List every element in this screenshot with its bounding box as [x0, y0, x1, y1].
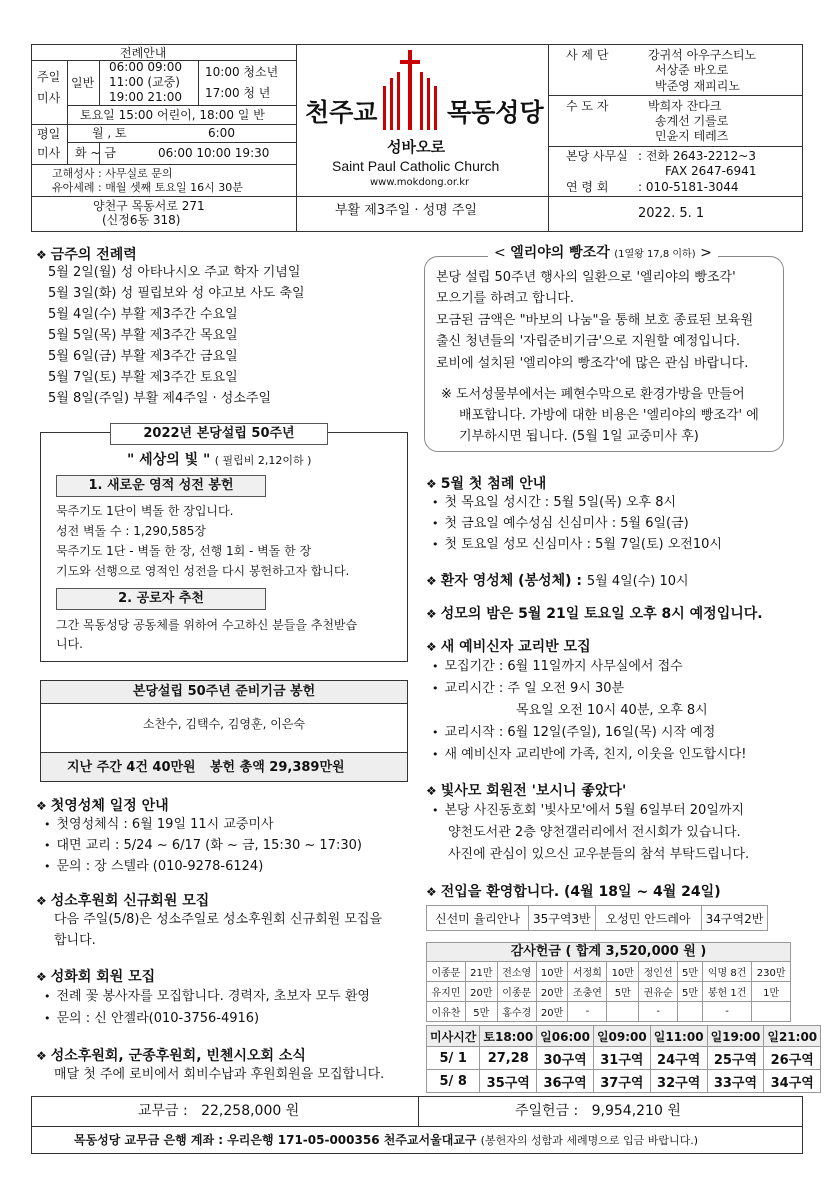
- elijah-line: 출신 청년들의 '자립준비기금'으로 지원할 예정입니다.: [436, 334, 741, 349]
- table-cell: 이유찬: [427, 1002, 466, 1022]
- fund-title: 본당설립 50주년 준비기금 봉헌: [41, 681, 407, 704]
- table-cell: 20만: [465, 982, 497, 1002]
- priest-2: 서상준 바오로: [655, 63, 729, 77]
- table-cell: 31구역: [593, 1047, 650, 1070]
- table-cell: 21만: [465, 962, 497, 982]
- table-row: [427, 1002, 791, 1022]
- divider: [548, 95, 803, 96]
- address-line-2: (신정6동 318): [102, 213, 181, 227]
- table-cell: 32구역: [650, 1070, 707, 1093]
- sunday-label: 주일: [37, 70, 61, 84]
- support-line: 매달 첫 주에 로비에서 회비수납과 후원회원을 모집합니다.: [54, 1067, 385, 1082]
- elijah-note: ※ 도서성물부에서는 폐현수막으로 환경가방을 만들어: [441, 387, 745, 402]
- anniversary-sub2: 2. 공로자 추천: [56, 588, 266, 610]
- table-header-cell: 미사시간: [427, 1026, 480, 1047]
- confession-info: 고해성사 : 사무실로 문의: [52, 167, 173, 180]
- photo-line: 사진에 관심이 있으신 교우분들의 참석 부탁드립니다.: [448, 847, 750, 862]
- table-cell: 홍수경: [497, 1002, 536, 1022]
- table-cell: 34구역2반: [701, 906, 768, 931]
- table-row: [427, 1047, 821, 1070]
- divider: [67, 60, 68, 164]
- table-cell: 권유순: [639, 982, 678, 1002]
- first-fri-item: • 첫 금요일 예수성심 신심미사 : 5월 6일(금): [432, 514, 689, 534]
- flower-heading: ❖ 성화회 회원 모집: [36, 969, 156, 985]
- table-row: [427, 962, 791, 982]
- divider: [67, 105, 296, 106]
- weekday-mass-label: 미사: [37, 146, 61, 160]
- church-name-right: 목동성당: [447, 98, 544, 127]
- vocation-heading: ❖ 성소후원회 신규회원 모집: [36, 893, 210, 909]
- nun-3: 민윤지 테레즈: [655, 129, 729, 143]
- infant-baptism-info: 유아세례 : 매월 셋째 토요일 16시 30분: [52, 181, 243, 194]
- first-communion-item: • 대면 교리 : 5/24 ~ 6/17 (화 ~ 금, 15:30 ~ 17:30): [44, 836, 362, 856]
- elijah-note: 기부하시면 됩니다. (5월 1일 교중미사 후): [459, 429, 699, 444]
- table-header-row: [427, 1026, 821, 1047]
- photo-heading: ❖ 빛사모 회원전 '보시니 좋았다': [426, 783, 627, 799]
- young-adult-time: 17:00 청 년: [205, 86, 271, 100]
- first-communion-item: • 첫영성체식 : 6월 19일 11시 교중미사: [44, 815, 274, 835]
- table-cell: 10만: [536, 962, 568, 982]
- sub1-line: 묵주기도 1단이 벽돌 한 장입니다.: [56, 504, 234, 518]
- anniversary-motto: " 세상의 빛 " ( 필립비 2,12이하 ): [127, 452, 312, 468]
- table-cell: 10만: [607, 962, 639, 982]
- catechumen-item: 목요일 오전 10시 40분, 오후 8시: [516, 703, 708, 718]
- divider: [31, 124, 296, 125]
- weekday-row2-times: 06:00 10:00 19:30: [158, 146, 270, 160]
- table-cell: 서정희: [568, 962, 607, 982]
- anniversary-title: 2022년 본당설립 50주년: [110, 423, 328, 445]
- general-label: 일반: [71, 76, 95, 90]
- table-cell: 24구역: [650, 1047, 707, 1070]
- divider: [548, 44, 549, 232]
- vocation-line: 다음 주일(5/8)은 성소주일로 성소후원회 신규회원 모집을: [54, 912, 383, 927]
- table-row: [427, 906, 768, 931]
- table-cell: 34구역: [764, 1070, 821, 1093]
- catechumen-heading: ❖ 새 예비신자 교리반 모집: [426, 639, 591, 655]
- address-line-1: 양천구 목동서로 271: [93, 199, 205, 213]
- nuns-label: 수 도 자: [566, 99, 609, 113]
- table-cell: 33구역: [707, 1070, 764, 1093]
- church-logo-icon: [380, 50, 440, 135]
- sub1-line: 묵주기도 1단 - 벽돌 한 장, 선행 1회 - 벽돌 한 장: [56, 544, 312, 558]
- table-cell: 5만: [678, 962, 703, 982]
- table-cell: -: [568, 1002, 607, 1022]
- table-header-cell: 일19:00: [707, 1026, 764, 1047]
- liturgy-week: 부활 제3주일 · 성명 주일: [335, 203, 477, 218]
- nun-1: 박희자 잔다크: [648, 99, 722, 113]
- priest-3: 박준영 재피리노: [655, 79, 740, 93]
- table-cell: -: [702, 1002, 751, 1022]
- first-fri-heading: ❖ 5월 첫 첨례 안내: [426, 476, 547, 492]
- nun-2: 송계선 기를로: [655, 114, 729, 128]
- table-cell: 26구역: [764, 1047, 821, 1070]
- catechumen-item: • 교리시작 : 6월 12일(주일), 16일(목) 시작 예정: [432, 723, 715, 743]
- office-phone: : 전화 2643-2212~3: [638, 149, 756, 163]
- church-url[interactable]: www.mokdong.or.kr: [370, 177, 470, 188]
- table-cell: 37구역: [593, 1070, 650, 1093]
- table-cell: 20만: [536, 982, 568, 1002]
- table-cell: 5/ 1: [427, 1047, 480, 1070]
- table-cell: 봉헌 1건: [702, 982, 751, 1002]
- elijah-note: 배포합니다. 가방에 대한 비용은 '엘리야의 빵조각' 에: [459, 408, 759, 423]
- sub1-line: 기도와 선행으로 영적인 성전을 다시 봉헌하고자 합니다.: [56, 564, 350, 578]
- first-fri-item: • 첫 목요일 성시간 : 5월 5일(목) 오후 8시: [432, 493, 676, 513]
- table-cell: 30구역: [537, 1047, 594, 1070]
- marian-night-heading: ❖ 성모의 밤은 5월 21일 토요일 오후 8시 예정입니다.: [426, 606, 763, 622]
- table-header-cell: 토18:00: [480, 1026, 537, 1047]
- general-time-1: 06:00 09:00: [109, 60, 182, 74]
- table-cell: 230만: [752, 962, 791, 982]
- table-cell: 조충연: [568, 982, 607, 1002]
- weekday-label: 평일: [37, 127, 61, 141]
- divider: [67, 142, 296, 143]
- bank-account: 목동성당 교무금 은행 계좌 : 우리은행 171-05-000356 천주교서울대교구 (봉헌자의 성함과 세례명으로 입금 바랍니다.): [74, 1133, 698, 1147]
- elijah-line: 본당 설립 50주년 행사의 일환으로 '엘리야의 빵조각': [436, 270, 736, 285]
- welcome-table: [426, 905, 768, 931]
- liturgy-heading: ❖ 금주의 전례력: [36, 247, 137, 263]
- general-time-2: 11:00 (교중): [109, 75, 180, 89]
- liturgy-item: 5월 8일(주일) 부활 제4주일 · 성소주일: [48, 391, 272, 406]
- general-time-3: 19:00 21:00: [109, 90, 182, 104]
- elijah-line: 로비에 설치된 '엘리야의 빵조각'에 많은 관심 바랍니다.: [436, 356, 749, 371]
- mass-label: 미사: [37, 91, 61, 105]
- anniversary-sub1: 1. 새로운 영적 성전 봉헌: [56, 475, 266, 497]
- offering-table: [426, 961, 791, 1022]
- elijah-line: 모금된 금액은 "바보의 나눔"을 통해 보호 종료된 보육원: [436, 313, 754, 328]
- church-english-name: Saint Paul Catholic Church: [332, 158, 500, 174]
- weekday-row1-days: 월 , 토: [92, 126, 127, 140]
- saturday-note: 토요일 15:00 어린이, 18:00 일 반: [80, 108, 265, 122]
- mass-schedule-title: 전례안내: [120, 46, 167, 60]
- priests-label: 사 제 단: [566, 48, 609, 62]
- table-row: [427, 1070, 821, 1093]
- table-cell: 35구역3반: [528, 906, 595, 931]
- table-cell: 5만: [607, 982, 639, 1002]
- table-cell: -: [639, 1002, 678, 1022]
- mass-zone-table: [426, 1025, 821, 1093]
- liturgy-item: 5월 7일(토) 부활 제3주간 토요일: [48, 370, 238, 385]
- vocation-line: 합니다.: [54, 933, 96, 948]
- office-label: 본당 사무실: [566, 149, 628, 163]
- table-cell: 익명 8건: [702, 962, 751, 982]
- liturgy-item: 5월 2일(월) 성 아타나시오 주교 학자 기념일: [48, 265, 301, 280]
- table-cell: 5만: [678, 982, 703, 1002]
- divider: [31, 196, 803, 197]
- divider: [31, 1126, 803, 1127]
- table-cell: 5만: [465, 1002, 497, 1022]
- table-cell: 25구역: [707, 1047, 764, 1070]
- contact-label: 연 령 회: [566, 180, 609, 194]
- table-cell: [607, 1002, 639, 1022]
- youth-time: 10:00 청소년: [205, 65, 279, 79]
- table-header-cell: 일11:00: [650, 1026, 707, 1047]
- liturgy-item: 5월 4일(수) 부활 제3주간 수요일: [48, 307, 238, 322]
- photo-line: 양천도서관 2층 양천갤러리에서 전시회가 있습니다.: [448, 825, 741, 840]
- contact-phone: : 010-5181-3044: [638, 180, 739, 194]
- divider: [418, 1096, 419, 1126]
- elijah-line: 모으기를 하려고 합니다.: [436, 291, 574, 306]
- bulletin-date: 2022. 5. 1: [638, 206, 705, 221]
- divider: [296, 44, 297, 232]
- church-subtitle: 성바오로: [387, 138, 445, 156]
- table-header-cell: 일21:00: [764, 1026, 821, 1047]
- table-row: [427, 982, 791, 1002]
- fund-donors: 소찬수, 김택수, 김영훈, 이은숙: [143, 717, 305, 731]
- table-cell: 35구역: [480, 1070, 537, 1093]
- offering-title: 감사헌금 ( 합계 3,520,000 원 ): [426, 942, 791, 962]
- table-cell: 유지민: [427, 982, 466, 1002]
- table-cell: 정인선: [639, 962, 678, 982]
- table-cell: 신선미 율리안나: [427, 906, 529, 931]
- catechumen-item: • 모집기간 : 6월 11일까지 사무실에서 접수: [432, 657, 683, 677]
- sick-heading: ❖ 환자 영성체 (봉성체) : 5월 4일(수) 10시: [426, 573, 689, 589]
- sub2-line: 그간 목동성당 공동체를 위하여 수고하신 분들을 추천받습: [56, 618, 358, 632]
- fund-weekly: 지난 주간 4건 40만원: [67, 760, 196, 775]
- church-name-left: 천주교: [305, 98, 378, 127]
- weekday-row1-time: 6:00: [208, 126, 235, 140]
- table-cell: [752, 1002, 791, 1022]
- sub2-line: 니다.: [56, 637, 83, 651]
- catechumen-item: • 새 예비신자 교리반에 가족, 친지, 이웃을 인도합시다!: [432, 745, 747, 765]
- first-communion-item: • 문의 : 장 스텔라 (010-9278-6124): [44, 857, 263, 877]
- welcome-heading: ❖ 전입을 환영합니다. (4월 18일 ~ 4월 24일): [426, 884, 721, 900]
- catechumen-item: • 교리시간 : 주 일 오전 9시 30분: [432, 679, 624, 699]
- table-cell: 27,28: [480, 1047, 537, 1070]
- divider: [31, 164, 296, 165]
- photo-line: • 본당 사진동호회 '빛사모'에서 5월 6일부터 20일까지: [432, 801, 744, 821]
- table-header-cell: 일09:00: [593, 1026, 650, 1047]
- liturgy-item: 5월 5일(목) 부활 제3주간 목요일: [48, 328, 238, 343]
- table-cell: 전소영: [497, 962, 536, 982]
- fund-total: 봉헌 총액 29,389만원: [210, 760, 345, 775]
- divider: [548, 146, 803, 147]
- table-cell: 1만: [752, 982, 791, 1002]
- table-cell: 36구역: [537, 1070, 594, 1093]
- table-cell: 5/ 8: [427, 1070, 480, 1093]
- table-cell: 20만: [536, 1002, 568, 1022]
- sunday-offering: 주일헌금 : 9,954,210 원: [515, 1103, 681, 1119]
- table-cell: 오성민 안드레아: [595, 906, 701, 931]
- table-header-cell: 일06:00: [537, 1026, 594, 1047]
- support-heading: ❖ 성소후원회, 군종후원회, 빈첸시오회 소식: [36, 1048, 306, 1064]
- table-cell: 이종문: [497, 982, 536, 1002]
- parish-fee: 교무금 : 22,258,000 원: [138, 1103, 300, 1119]
- priest-1: 강귀석 아우구스티노: [648, 48, 757, 62]
- table-cell: 이종문: [427, 962, 466, 982]
- elijah-title: < 엘리야의 빵조각 (1열왕 17,8 이하) >: [488, 245, 718, 263]
- weekday-row2-days: 화 ~ 금: [75, 146, 116, 160]
- office-fax: FAX 2647-6941: [665, 164, 757, 178]
- table-cell: [678, 1002, 703, 1022]
- flower-item: • 문의 : 신 안젤라(010-3756-4916): [44, 1009, 259, 1029]
- flower-item: • 전례 꽃 봉사자를 모집합니다. 경력자, 초보자 모두 환영: [44, 987, 370, 1007]
- divider: [198, 60, 199, 105]
- divider: [99, 60, 100, 105]
- liturgy-item: 5월 3일(화) 성 필립보와 성 야고보 사도 축일: [48, 286, 305, 301]
- liturgy-item: 5월 6일(금) 부활 제3주간 금요일: [48, 349, 238, 364]
- sub1-line: 성전 벽돌 수 : 1,290,585장: [56, 524, 206, 538]
- first-communion-heading: ❖ 첫영성체 일정 안내: [36, 798, 169, 814]
- first-fri-item: • 첫 토요일 성모 신심미사 : 5월 7일(토) 오전10시: [432, 535, 722, 555]
